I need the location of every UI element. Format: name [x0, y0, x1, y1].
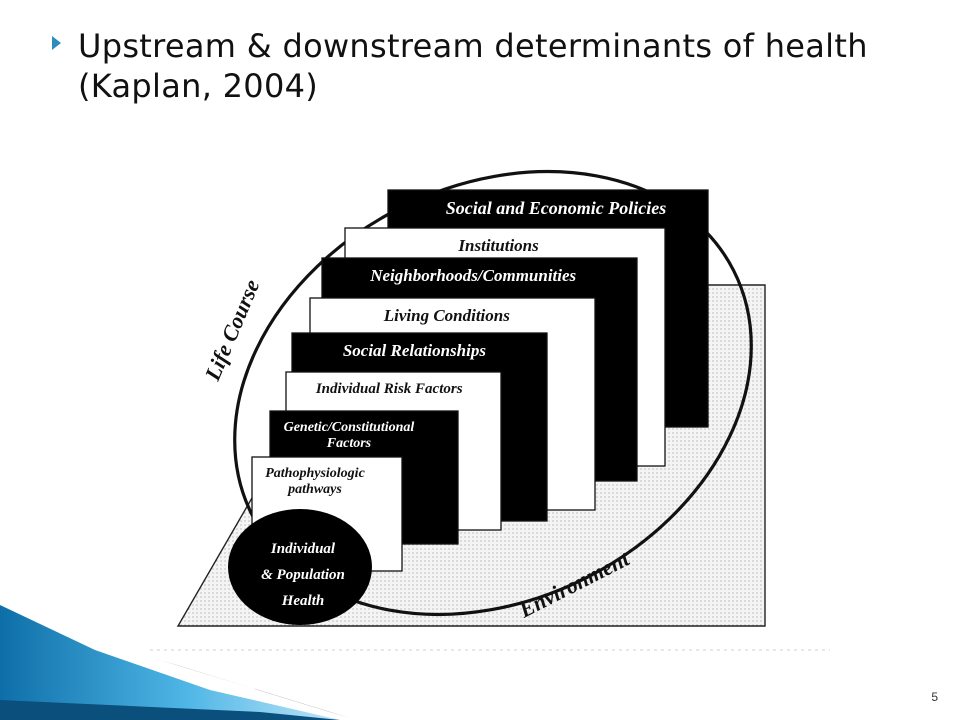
environment-label: Environment — [514, 545, 634, 623]
slide-number: 5 — [931, 690, 938, 704]
caption-strip — [135, 636, 835, 656]
layer-label-1: Social and Economic Policies — [445, 198, 667, 218]
layer-label-4: Living Conditions — [383, 306, 510, 325]
layer-label-2: Institutions — [458, 236, 539, 255]
center-label-line-1: Individual — [270, 541, 336, 557]
life-course-label: Life Course — [199, 275, 265, 384]
slide-title: Upstream & downstream determinants of health (Kaplan, 2004) — [78, 27, 868, 105]
layer-label-8-line-2: pathways — [288, 482, 342, 497]
center-label-line-2: & Population — [261, 567, 345, 583]
layer-label-3: Neighborhoods/Communities — [370, 266, 577, 285]
layer-label-8-line-1: Pathophysiologic — [265, 466, 365, 481]
layer-label-7-line-1: Genetic/Constitutional — [283, 420, 415, 435]
layer-label-5: Social Relationships — [342, 341, 486, 360]
layer-label-7-line-2: Factors — [326, 436, 372, 451]
center-label-line-3: Health — [281, 593, 325, 609]
layer-label-6: Individual Risk Factors — [315, 381, 463, 397]
